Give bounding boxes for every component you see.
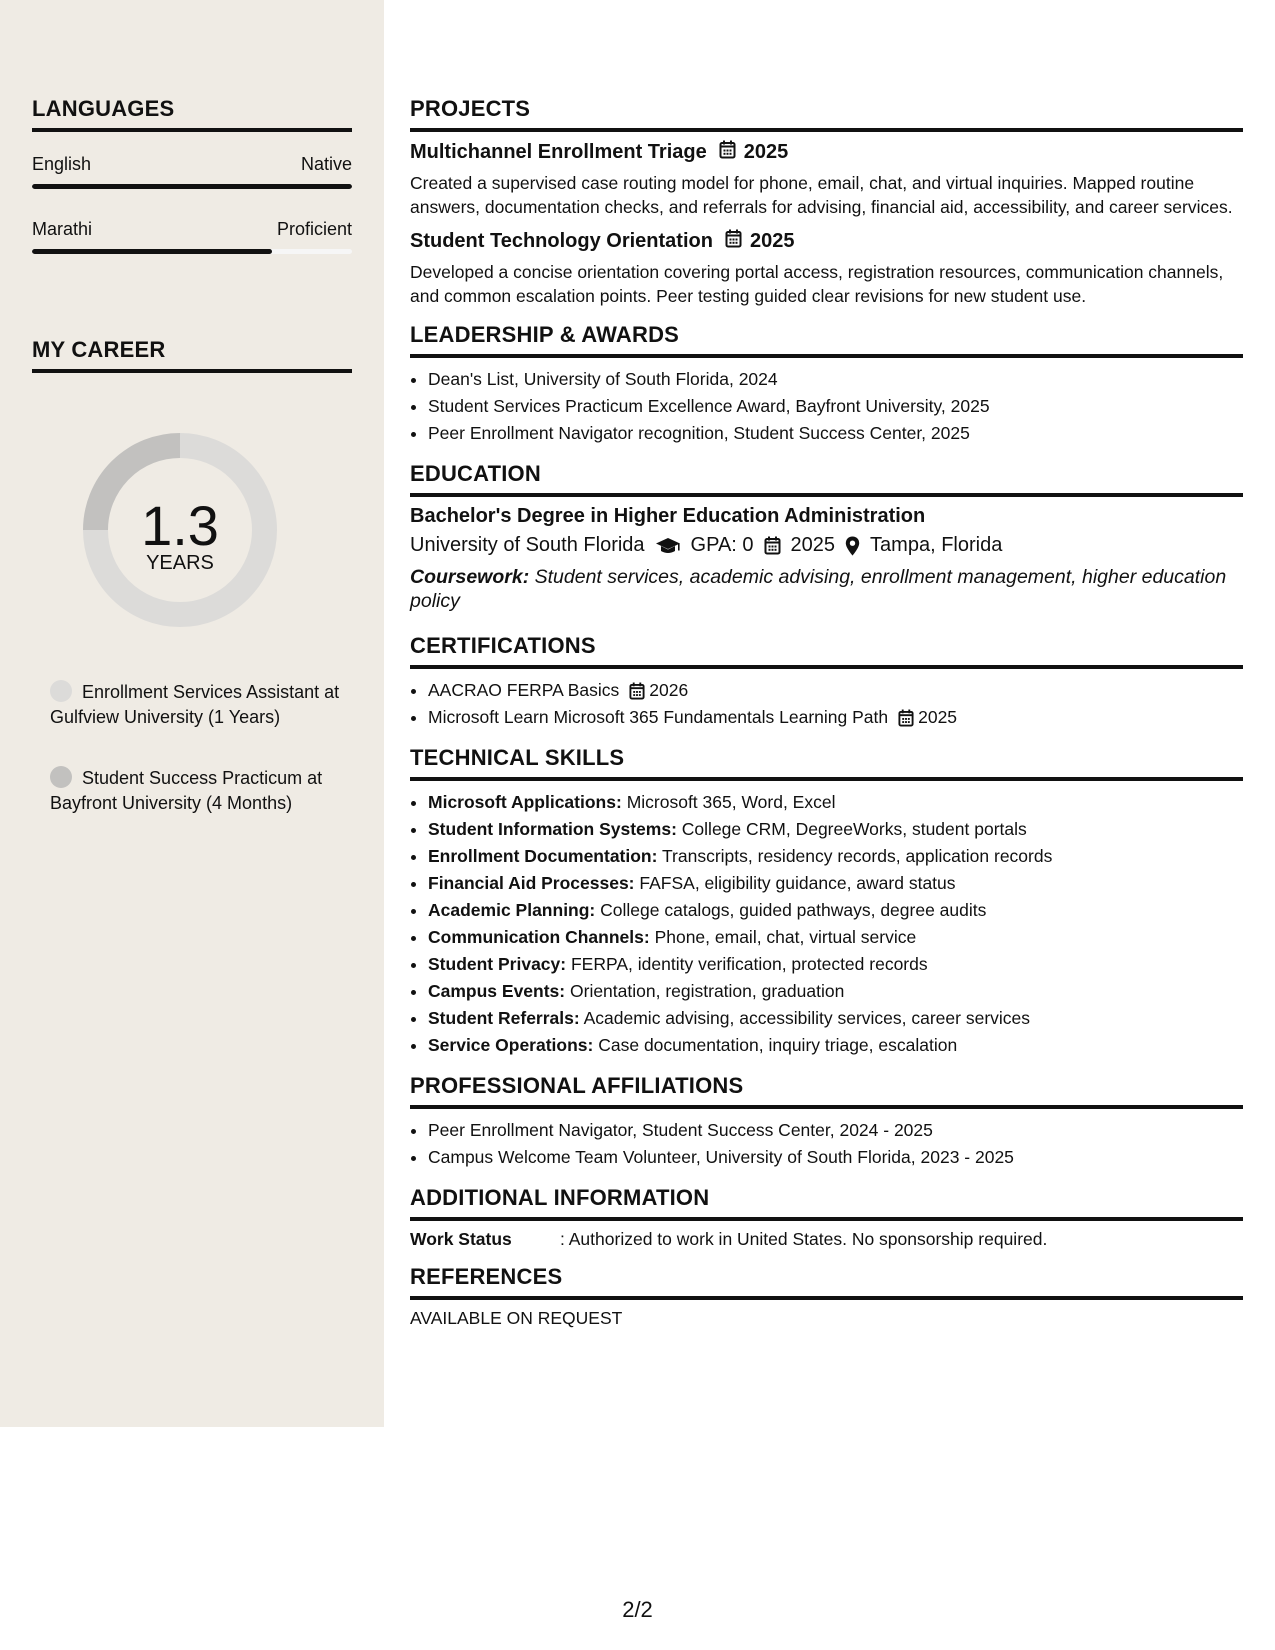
skill-label: Campus Events: [428, 981, 566, 1001]
projects-title: PROJECTS [410, 96, 1243, 132]
list-item [428, 1032, 1243, 1059]
list-item [428, 816, 1243, 843]
main-content [410, 96, 1243, 1343]
coursework-label: Coursework: [410, 566, 530, 588]
career-item-text: Student Success Practicum at Bayfront University (4 Months) [50, 768, 323, 813]
certification-year: 2025 [918, 707, 958, 727]
language-name: English [32, 154, 92, 174]
list-item [428, 789, 1243, 816]
education-meta [410, 534, 1243, 557]
list-item [428, 978, 1243, 1005]
references-section [410, 1264, 1243, 1329]
career-total-unit: YEARS [146, 552, 214, 574]
list-item: • Peer Enrollment Navigator, Student Success Center, 2024 - 2025 [428, 1117, 1243, 1144]
certification-name: • Microsoft Learn Microsoft 365 Fundamentals Learning Path [428, 707, 889, 727]
career-legend-dot [50, 680, 72, 702]
affiliations-list [410, 1117, 1243, 1171]
list-item: • Student Services Practicum Excellence Award, Bayfront University, 2025 [428, 393, 1243, 420]
skill-label: Enrollment Documentation: [428, 846, 658, 866]
affiliations-section [410, 1073, 1243, 1171]
career-item-text: Enrollment Services Assistant at Gulfview University (1 Years) [50, 682, 340, 727]
list-item: • Campus Welcome Team Volunteer, University of South Florida, 2023 - 2025 [428, 1144, 1243, 1171]
skill-label: Microsoft Applications: [428, 792, 622, 812]
skill-label: Student Information Systems: [428, 819, 677, 839]
languages-section [32, 96, 352, 254]
list-item [428, 951, 1243, 978]
skill-label: Financial Aid Processes: [428, 873, 635, 893]
project-name: Multichannel Enrollment Triage [410, 141, 707, 163]
certifications-title: CERTIFICATIONS [410, 633, 1243, 669]
calendar-icon [898, 709, 914, 727]
list-item [428, 677, 1243, 704]
language-item [32, 154, 352, 189]
education-gpa: GPA: 0 [690, 534, 754, 556]
graduation-cap-icon [655, 537, 681, 555]
career-item [50, 766, 340, 816]
calendar-icon [719, 140, 736, 165]
language-proficiency-fill [32, 249, 272, 254]
additional-info-section [410, 1185, 1243, 1250]
skill-value: Case documentation, inquiry triage, escalation [598, 1035, 958, 1055]
language-proficiency-fill [32, 184, 352, 189]
references-title: REFERENCES [410, 1264, 1243, 1300]
language-proficiency-bar [32, 184, 352, 189]
education-school: University of South Florida [410, 534, 645, 556]
skills-list [410, 789, 1243, 1059]
career-donut-chart [65, 415, 295, 645]
education-title: EDUCATION [410, 461, 1243, 497]
career-total-years: 1.3 [141, 494, 219, 557]
languages-title: LANGUAGES [32, 96, 352, 132]
certifications-list [410, 677, 1243, 731]
work-status-value: : Authorized to work in United States. No sponsorship required. [560, 1229, 1048, 1249]
skill-value: Orientation, registration, graduation [570, 981, 845, 1001]
work-status-label: Work Status [410, 1229, 512, 1249]
skill-value: Transcripts, residency records, application records [662, 846, 1053, 866]
list-item [428, 870, 1243, 897]
education-section [410, 461, 1243, 613]
education-degree: Bachelor's Degree in Higher Education Administration [410, 505, 926, 527]
education-year: 2025 [790, 534, 836, 556]
education-location: Tampa, Florida [870, 534, 1003, 556]
skill-label: Service Operations: [428, 1035, 594, 1055]
skill-label: Student Referrals: [428, 1008, 580, 1028]
education-coursework [410, 565, 1243, 613]
skill-value: College CRM, DegreeWorks, student portals [681, 819, 1027, 839]
list-item [428, 704, 1243, 731]
leadership-title: LEADERSHIP & AWARDS [410, 322, 1243, 358]
references-text: AVAILABLE ON REQUEST [410, 1308, 623, 1328]
skills-title: TECHNICAL SKILLS [410, 745, 1243, 781]
skills-section [410, 745, 1243, 1059]
career-section [32, 337, 352, 373]
page-number: 2/2 [622, 1597, 653, 1622]
project-year: 2025 [749, 230, 795, 252]
list-item [428, 897, 1243, 924]
project-description: Created a supervised case routing model for phone, email, chat, and virtual inquiries. Mapped routine answers, documentation checks, and referrals for advising, financial aid, accessibility, and career services. [410, 173, 1233, 217]
leadership-section [410, 322, 1243, 447]
certification-name: • AACRAO FERPA Basics [428, 680, 620, 700]
work-status-row [410, 1229, 1243, 1250]
list-item [428, 924, 1243, 951]
skill-value: Microsoft 365, Word, Excel [626, 792, 836, 812]
career-title: MY CAREER [32, 337, 352, 373]
language-item [32, 219, 352, 254]
project-description: Developed a concise orientation covering portal access, registration resources, communication channels, and common escalation points. Peer testing guided clear revisions for new student use. [410, 262, 1224, 306]
skill-value: FAFSA, eligibility guidance, award status [639, 873, 956, 893]
language-level: Proficient [276, 219, 352, 239]
coursework-text: Student services, academic advising, enrollment management, higher education policy [410, 566, 1227, 612]
list-item [428, 1005, 1243, 1032]
location-pin-icon [845, 536, 860, 556]
calendar-icon [725, 229, 742, 254]
skill-value: Academic advising, accessibility services, career services [583, 1008, 1031, 1028]
list-item: • Dean's List, University of South Florida, 2024 [428, 366, 1243, 393]
project-heading [410, 229, 1243, 254]
project-heading [410, 140, 1243, 165]
affiliations-title: PROFESSIONAL AFFILIATIONS [410, 1073, 1243, 1109]
project-year: 2025 [743, 141, 789, 163]
language-level: Native [300, 154, 352, 174]
list-item [428, 843, 1243, 870]
skill-label: Academic Planning: [428, 900, 596, 920]
calendar-icon [629, 682, 645, 700]
skill-label: Communication Channels: [428, 927, 650, 947]
additional-info-title: ADDITIONAL INFORMATION [410, 1185, 1243, 1221]
career-item [50, 680, 340, 730]
language-proficiency-bar [32, 249, 352, 254]
project-name: Student Technology Orientation [410, 230, 713, 252]
leadership-list [410, 366, 1243, 447]
calendar-icon [764, 536, 781, 555]
career-legend-dot [50, 766, 72, 788]
list-item: • Peer Enrollment Navigator recognition, Student Success Center, 2025 [428, 420, 1243, 447]
projects-section [410, 96, 1243, 308]
skill-label: Student Privacy: [428, 954, 567, 974]
certification-year: 2026 [649, 680, 689, 700]
skill-value: Phone, email, chat, virtual service [654, 927, 917, 947]
skill-value: FERPA, identity verification, protected records [570, 954, 928, 974]
skill-value: College catalogs, guided pathways, degree audits [600, 900, 987, 920]
sidebar [0, 0, 384, 1427]
language-name: Marathi [32, 219, 93, 239]
certifications-section [410, 633, 1243, 731]
